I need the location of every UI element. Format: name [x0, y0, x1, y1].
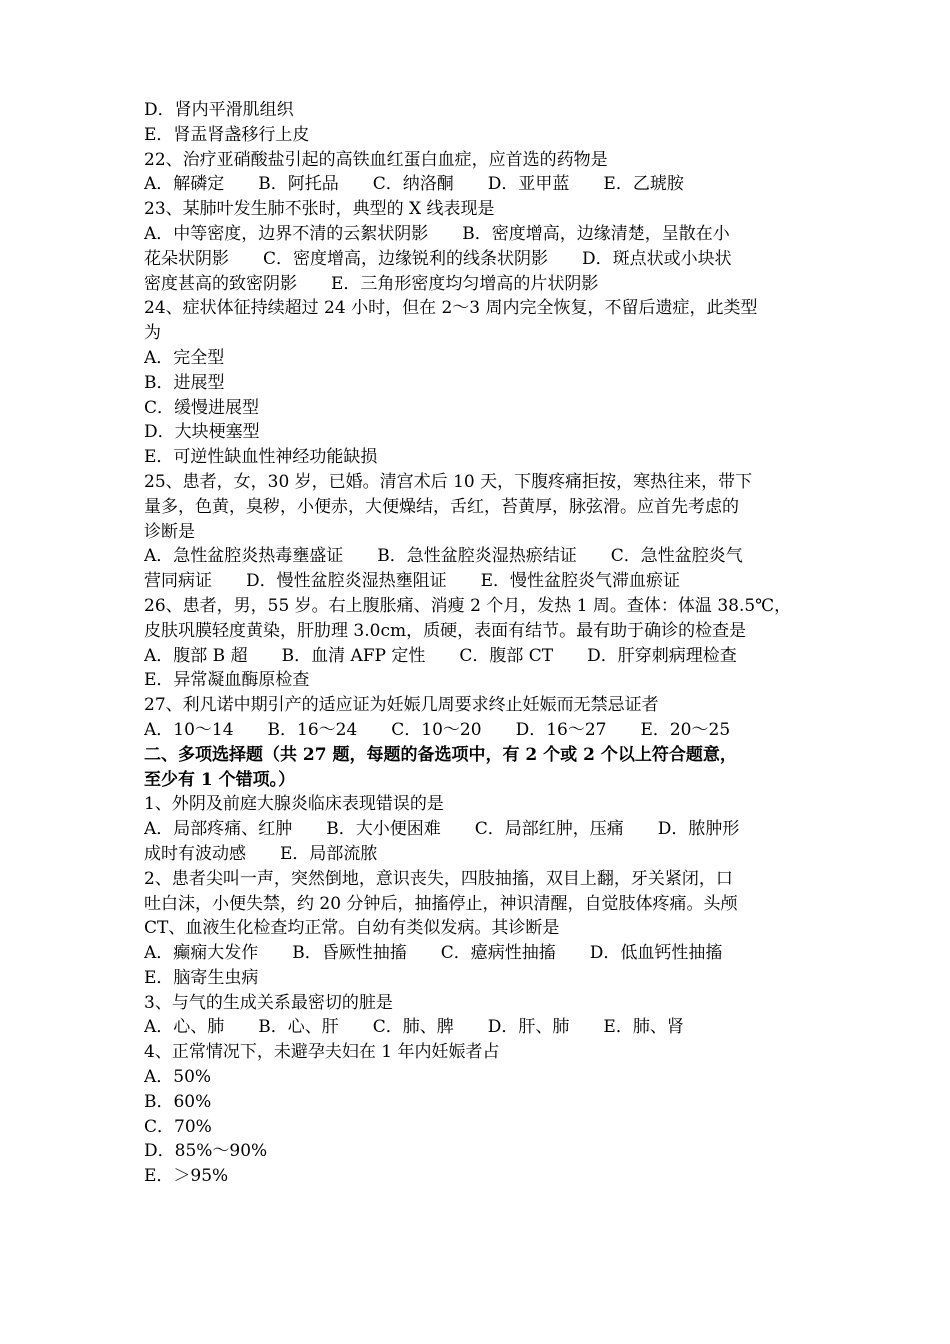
text-line: 密度甚高的致密阴影 E．三角形密度均匀增高的片状阴影 [144, 273, 599, 294]
text-line: E．异常凝血酶原检查 [144, 670, 310, 691]
text-line: A．10～14 B．16～24 C．10～20 D．16～27 E．20～25 [144, 719, 731, 740]
text-line: 23、某肺叶发生肺不张时，典型的 X 线表现是 [144, 199, 495, 220]
text-line: B．进展型 [144, 372, 225, 393]
text-line: 花朵状阴影 C．密度增高，边缘锐利的线条状阴影 D．斑点状或小块状 [144, 248, 732, 269]
document-body [144, 98, 822, 1189]
text-line: 为 [144, 323, 161, 344]
text-line: 营同病证 D．慢性盆腔炎湿热壅阻证 E．慢性盆腔炎气滞血瘀证 [144, 571, 681, 592]
text-line: 26、患者，男，55 岁。右上腹胀痛、消瘦 2 个月，发热 1 周。查体：体温 38.5℃， [144, 595, 792, 616]
text-line: 27、利凡诺中期引产的适应证为妊娠几周要求终止妊娠而无禁忌证者 [144, 695, 659, 716]
text-line: A．解磷定 B．阿托品 C．纳洛酮 D．亚甲蓝 E．乙琥胺 [144, 174, 684, 195]
text-line: A．急性盆腔炎热毒壅盛证 B．急性盆腔炎湿热瘀结证 C．急性盆腔炎气 [144, 546, 743, 567]
text-line: E．可逆性缺血性神经功能缺损 [144, 447, 378, 468]
text-line: A．癫痫大发作 B．昏厥性抽搐 C．癔病性抽搐 D．低血钙性抽搐 [144, 943, 723, 964]
text-line: A．心、肺 B．心、肝 C．肺、脾 D．肝、肺 E．肺、肾 [144, 1017, 684, 1038]
text-line: D．大块梗塞型 [144, 422, 260, 443]
text-line: 皮肤巩膜轻度黄染，肝肋理 3.0cm，质硬，表面有结节。最有助于确诊的检查是 [144, 620, 747, 641]
text-line: A．腹部 B 超 B．血清 AFP 定性 C．腹部 CT D．肝穿刺病理检查 [144, 645, 737, 666]
text-line: B．60% [144, 1091, 212, 1112]
text-line: A．完全型 [144, 347, 225, 368]
text-line: 24、症状体征持续超过 24 小时，但在 2～3 周内完全恢复，不留后遗症，此类型 [144, 298, 758, 319]
text-line: C．缓慢进展型 [144, 397, 260, 418]
text-line: A．50% [144, 1067, 212, 1088]
section-heading-line: 至少有 1 个错项。） [144, 769, 296, 790]
text-line: 4、正常情况下，未避孕夫妇在 1 年内妊娠者占 [144, 1042, 500, 1063]
text-line: 2、患者尖叫一声，突然倒地，意识丧失，四肢抽搐，双目上翻，牙关紧闭，口 [144, 868, 733, 889]
section-heading-line: 二、多项选择题（共 27 题，每题的备选项中，有 2 个或 2 个以上符合题意， [144, 744, 737, 765]
text-line: CT、血液生化检查均正常。自幼有类似发病。其诊断是 [144, 918, 560, 939]
text-line: 成时有波动感 E．局部流脓 [144, 843, 378, 864]
text-line: D．肾内平滑肌组织 [144, 100, 294, 120]
text-line: C．70% [144, 1116, 212, 1137]
text-line: 3、与气的生成关系最密切的脏是 [144, 992, 393, 1013]
text-line: 诊断是 [144, 521, 195, 542]
text-line: 25、患者，女，30 岁，已婚。清宫术后 10 天，下腹疼痛拒按，寒热往来，带下 [144, 471, 753, 492]
text-line: 22、治疗亚硝酸盐引起的高铁血红蛋白血症，应首选的药物是 [144, 149, 608, 170]
text-line: A．中等密度，边界不清的云絮状阴影 B．密度增高，边缘清楚，呈散在小 [144, 223, 730, 244]
text-line: 吐白沫，小便失禁，约 20 分钟后，抽搐停止，神识清醒，自觉肢体疼痛。头颅 [144, 893, 738, 914]
text-line: E．肾盂肾盏移行上皮 [144, 124, 310, 145]
text-line: A．局部疼痛、红肿 B．大小便困难 C．局部红肿，压痛 D．脓肿形 [144, 819, 740, 840]
text-line: E．脑寄生虫病 [144, 967, 259, 988]
text-line: D．85%～90% [144, 1141, 268, 1162]
text-line: E．＞95% [144, 1166, 229, 1187]
text-line: 量多，色黄，臭秽，小便赤，大便燥结，舌红，苔黄厚，脉弦滑。应首先考虑的 [144, 496, 739, 517]
text-line: 1、外阴及前庭大腺炎临床表现错误的是 [144, 794, 444, 815]
